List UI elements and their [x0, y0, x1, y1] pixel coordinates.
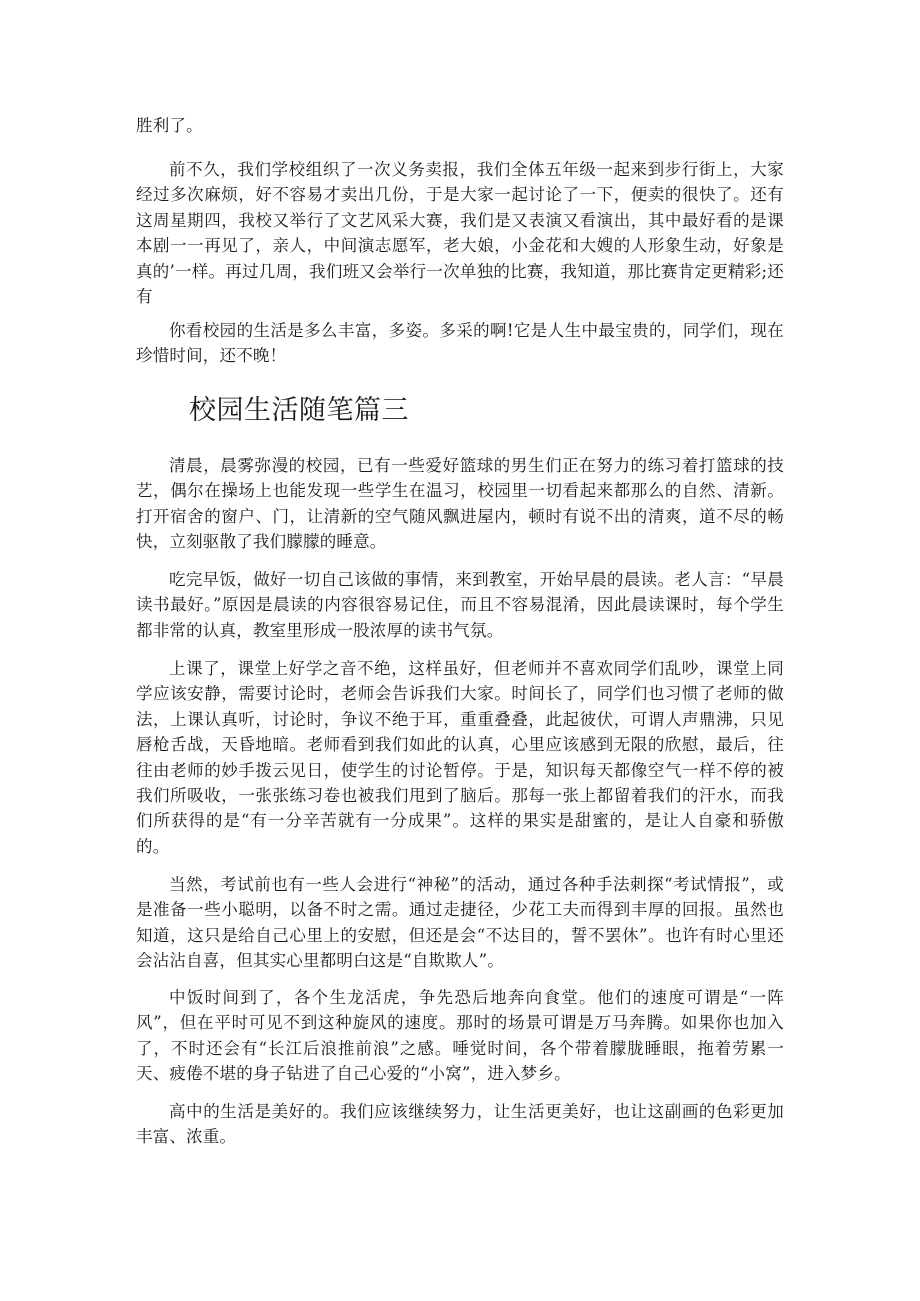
section-title: 校园生活随笔篇三 — [189, 395, 409, 426]
paragraph-lunch: 中饭时间到了，各个生龙活虎，争先恐后地奔向食堂。他们的速度可谓是“一阵风”，但在平时可见不到这种旋风的速度。那时的场景可谓是万马奔腾。如果你也加入了，不时还会有“长江后浪推前浪”之感。唾觉时间，各个带着朦胧睡眼，拖着劳累一天、疲倦不堪的身子钻进了自己心爱的“小窝”，进入梦乡。 — [136, 988, 784, 1084]
paragraph-morning: 清晨，晨雾弥漫的校园，已有一些爱好篮球的男生们正在努力的练习着打篮球的技艺，偶尔在操场上也能发现一些学生在温习，校园里一切看起来都那么的自然、清新。打开宿舍的窗户、门，让清新的空气随风飘进屋内，顿时有说不出的清爽，道不尽的畅快，立刻驱散了我们朦朦的睡意。 — [136, 456, 784, 552]
paragraph-continuation: 胜利了。 — [136, 116, 203, 135]
paragraph-charity-newspaper: 前不久，我们学校组织了一次义务卖报，我们全体五年级一起来到步行街上，大家经过多次麻烦，好不容易才卖出几份，于是大家一起讨论了一下，便卖的很快了。还有这周星期四，我校又举行了文艺风采大赛，我们是又表演又看演出，其中最好看的是课本剧一一再见了，亲人，中间演志愿军，老大娘，小金花和大嫂的人形象生动，好象是真的’一样。再过几周，我们班又会举行一次单独的比赛，我知道，那比赛肯定更精彩;还有 — [136, 160, 784, 307]
paragraph-exam: 当然，考试前也有一些人会进行“神秘”的活动，通过各种手法刺探“考试情报”，或是准备一些小聪明，以备不时之需。通过走捷径，少花工夫而得到丰厚的回报。虽然也知道，这只是给自己心里上的安慰，但还是会“不达目的，誓不罢休”。也许有时心里还会沾沾自喜，但其实心里都明白这是“自欺欺人”。 — [136, 875, 784, 971]
paragraph-cherish-time: 你看校园的生活是多么丰富，多姿。多采的啊!它是人生中最宝贵的，同学们，现在珍惜时间，还不晚！ — [136, 321, 784, 366]
paragraph-class: 上课了，课堂上好学之音不绝，这样虽好，但老师并不喜欢同学们乱吵，课堂上同学应该安静，需要讨论时，老师会告诉我们大家。时间长了，同学们也习惯了老师的做法，上课认真听，讨论时，争议不绝于耳，重重叠叠，此起彼伏，可谓人声鼎沸，只见唇枪舌战，天昏地暗。老师看到我们如此的认真，心里应该感到无限的欣慰，最后，往往由老师的妙手拨云见日，使学生的讨论暂停。于是，知识每天都像空气一样不停的被我们所吸收，一张张练习卷也被我们甩到了脑后。那每一张上都留着我们的汗水，而我们所获得的是“有一分辛苦就有一分成果”。这样的果实是甜蜜的，是让人自豪和骄傲的。 — [136, 659, 784, 856]
paragraph-morning-reading: 吃完早饭，做好一切自己该做的事情，来到教室，开始早晨的晨读。老人言：“早晨读书最好。”原因是晨读的内容很容易记住，而且不容易混淆，因此晨读课时，每个学生都非常的认真，教室里形成一股浓厚的读书气氛。 — [136, 570, 784, 640]
paragraph-conclusion: 高中的生活是美好的。我们应该继续努力，让生活更美好，也让这副画的色彩更加丰富、浓重。 — [136, 1102, 784, 1147]
